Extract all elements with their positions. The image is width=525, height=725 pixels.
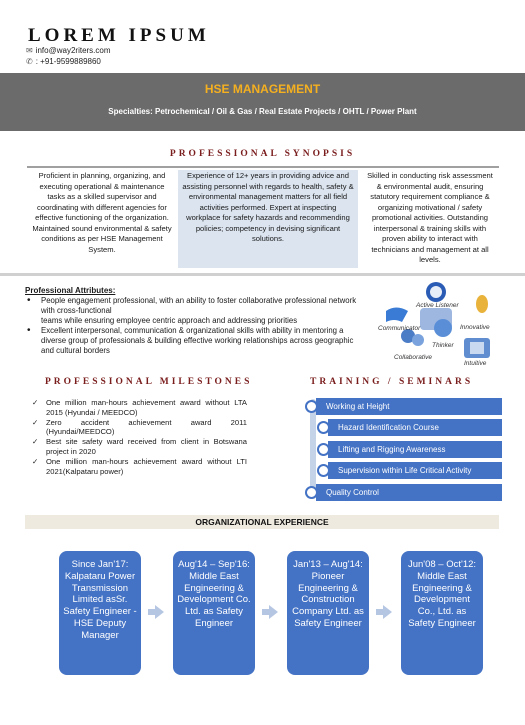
attributes-list	[25, 296, 365, 356]
soft-skills-graphic	[378, 278, 498, 370]
training-item: Working at Height	[316, 398, 502, 415]
graphic-label: Intuitive	[464, 360, 487, 367]
training-list	[302, 397, 506, 503]
milestones-heading: PROFESSIONAL MILESTONES	[45, 377, 253, 387]
timeline-dot	[305, 486, 318, 499]
specialties-line: Specialties: Petrochemical / Oil & Gas / Real Estate Projects / OHTL / Power Plant	[108, 107, 417, 116]
flow-arrow-tail	[376, 609, 383, 615]
synopsis-bottom-rule	[0, 273, 525, 276]
experience-card: Aug'14 – Sep'16: Middle East Engineering & Development Co. Ltd. as Safety Engineer	[173, 551, 255, 675]
timeline-dot	[317, 421, 330, 434]
email-line	[26, 46, 111, 55]
milestone-item: ✓ One million man-hours achievement award without LTA 2015 (Hyundai / MEEDCO)	[32, 398, 247, 418]
attribute-item: • People engagement professional, with an ability to foster collaborative professional network with cross-functional	[25, 296, 365, 316]
synopsis-column-right: Skilled in conducting risk assessment & environmental audit, ensuring statutory requirement compliance & organizing motivational / safety promotional activities. Outstanding interpersonal & training skills with proven ability to interact with technicians and management at all levels.	[367, 171, 493, 264]
experience-heading: ORGANIZATIONAL EXPERIENCE	[25, 515, 499, 529]
experience-card: Since Jan'17: Kalpataru Power Transmission Limited asSr. Safety Engineer - HSE Deputy Manager	[59, 551, 141, 675]
timeline-dot	[317, 443, 330, 456]
milestones-list	[32, 398, 247, 476]
phone-text: : +91-9599889860	[35, 57, 101, 66]
flow-arrow-icon	[383, 605, 392, 619]
email-text: info@way2riters.com	[35, 46, 111, 55]
graphic-label: Active Listener	[416, 302, 459, 309]
flow-arrow-tail	[148, 609, 155, 615]
synopsis-heading: PROFESSIONAL SYNOPSIS	[169, 149, 356, 159]
milestone-item: ✓ Best site safety ward received from client in Botswana project in 2020	[32, 437, 247, 457]
training-item: Hazard Identification Course	[328, 419, 502, 436]
milestone-item: ✓ One million man-hours achievement award without LTI 2021(Kalpataru power)	[32, 457, 247, 477]
synopsis-column-left: Proficient in planning, organizing, and executing operational & maintenance tasks as a skilled supervisor and coordinating with different agencies for effective functioning of the organization. Maintained sound environmental & safety conditions as per HSE Management System.	[32, 171, 172, 254]
attributes-heading: Professional Attributes:	[25, 286, 116, 295]
graphic-label: Collaborative	[394, 354, 432, 361]
synopsis-column-middle: Experience of 12+ years in providing advice and assisting personnel with regards to health, safety & environmental management matters for all field activities performed. Expert at inspecting workplace for safety hazards and recommending policies; competency in devising significant solutions.	[178, 170, 358, 268]
training-item: Quality Control	[316, 484, 502, 501]
training-item: Lifting and Rigging Awareness	[328, 441, 502, 458]
flow-arrow-icon	[155, 605, 164, 619]
mail-icon: ✉	[26, 46, 33, 55]
phone-line	[26, 57, 101, 66]
graphic-label: Thinker	[432, 342, 454, 349]
experience-card: Jun'08 – Oct'12: Middle East Engineering & Development Co., Ltd. as Safety Engineer	[401, 551, 483, 675]
attribute-item: • Excellent interpersonal, communication & organizational skills with ability in mentoring a diverse group of professionals & building effective working relationships across geographic and cultural borders	[25, 326, 365, 356]
milestone-item: ✓ Zero accident achievement award 2011 (Hyundai/MEEDCO)	[32, 418, 247, 438]
timeline-dot	[317, 464, 330, 477]
graphic-label: Innovative	[460, 324, 490, 331]
training-item: Supervision within Life Critical Activity	[328, 462, 502, 479]
attribute-item-continued: teams while ensuring employee centric approach and addressing priorities	[41, 316, 298, 325]
training-heading: TRAINING / SEMINARS	[310, 377, 474, 387]
experience-card: Jan'13 – Aug'14: Pioneer Engineering & Construction Company Ltd. as Safety Engineer	[287, 551, 369, 675]
flow-arrow-tail	[262, 609, 269, 615]
title-banner	[0, 73, 525, 131]
synopsis-divider	[27, 166, 499, 168]
banner-title: HSE MANAGEMENT	[204, 82, 321, 96]
flow-arrow-icon	[269, 605, 278, 619]
phone-icon: ✆	[26, 57, 33, 66]
timeline-dot	[305, 400, 318, 413]
graphic-label: Communicator	[378, 325, 421, 332]
candidate-name: LOREM IPSUM	[28, 25, 210, 46]
